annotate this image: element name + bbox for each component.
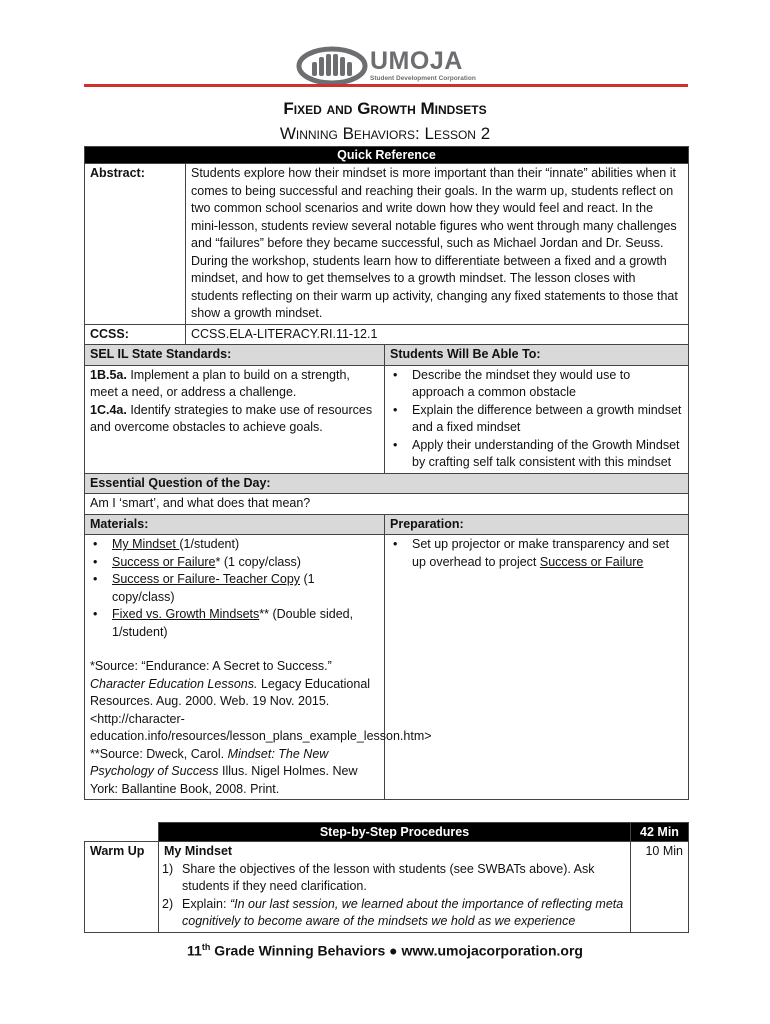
quick-reference-table: [84, 146, 689, 800]
materials-cell: [85, 535, 432, 800]
material-item: • Fixed vs. Growth Mindsets** (Double sided, 1/student): [90, 606, 379, 641]
procedures-table: [84, 822, 689, 933]
essential-question-text: Am I ‘smart’, and what does that mean?: [85, 494, 689, 515]
lesson-subtitle: Winning Behaviors: Lesson 2: [279, 124, 491, 143]
section-warm-up: Warm Up: [85, 842, 159, 933]
logo-tagline: Student Development Corporation: [370, 75, 476, 82]
ccss-value: CCSS.ELA-LITERACY.RI.11-12.1: [186, 324, 689, 345]
abstract-label: Abstract:: [85, 164, 186, 325]
procedure-step: 1) Share the objectives of the lesson with students (see SWBATs above). Ask students if they need clarification.: [162, 861, 595, 893]
procedures-total-time: 42 Min: [631, 823, 689, 842]
swbat-label: Students Will Be Able To:: [385, 345, 689, 366]
material-item: • Success or Failure- Teacher Copy (1 copy/class): [90, 571, 379, 606]
sel-standards-label: SEL IL State Standards:: [85, 345, 385, 366]
abstract-text: Students explore how their mindset is more important than their “innate” abilities when it comes to being successful and reaching their goals. In the warm up, students reflect on two common school scenarios and write down how they would feel and react. In the mini-lesson, students review several notable figures who went through many challenges and “failures” before they became successful, such as Michael Jordan and Dr. Seuss. During the workshop, students learn how to differentiate between a fixed and a growth mindset, and how to get themselves to a growth mindset. The lesson closes with students reflecting on their warm up activity, changing any fixed statements to those that show a growth mindset.: [186, 164, 689, 325]
umoja-logo: [296, 46, 486, 86]
preparation-label: Preparation:: [385, 514, 689, 535]
swbat-cell: [385, 365, 689, 473]
materials-label: Materials:: [85, 514, 385, 535]
procedures-header: Step-by-Step Procedures: [159, 823, 631, 842]
logo-brand: UMOJA: [370, 47, 463, 75]
sel-standard-item: 1C.4a. Identify strategies to make use of resources and overcome obstacles to achieve goals.: [90, 402, 373, 434]
preparation-cell: [385, 535, 689, 800]
header-divider: [84, 84, 688, 87]
umoja-hands-icon: [296, 46, 368, 86]
material-item: • Success or Failure* (1 copy/class): [90, 554, 379, 572]
material-item: • My Mindset (1/student): [90, 536, 379, 554]
preparation-item: • Set up projector or make transparency and set up overhead to project Success or Failure: [390, 536, 683, 571]
section-time: 10 Min: [631, 842, 689, 933]
page-footer: 11th Grade Winning Behaviors ● www.umojacorporation.org: [187, 942, 583, 959]
essential-question-label: Essential Question of the Day:: [85, 473, 689, 494]
preparation-link[interactable]: Success or Failure: [539, 554, 644, 569]
source-citation-2: **Source: Dweck, Carol. Mindset: The New Psychology of Success Illus. Nigel Holmes. New York: Ballantine Book, 2008. Print.: [90, 746, 358, 796]
material-link[interactable]: Fixed vs. Growth Mindsets: [112, 607, 260, 621]
swbat-item: • Apply their understanding of the Growth Mindset by crafting self talk consistent with this mindset: [390, 437, 683, 472]
swbat-item: • Describe the mindset they would use to approach a common obstacle: [390, 367, 683, 402]
source-citation-1: *Source: “Endurance: A Secret to Success.” Character Education Lessons. Legacy Educational Resources. Aug. 2000. Web. 19 Nov. 2015. <http://character-education.info/resources/lesson_plans_example_lesson.htm>: [90, 659, 432, 743]
warm-up-content: [159, 842, 631, 933]
activity-title: My Mindset: [164, 844, 233, 858]
lesson-title: Fixed and Growth Mindsets: [283, 99, 487, 118]
procedure-step: 2) Explain: “In our last session, we learned about the importance of reflecting meta cognitively to become aware of the mindsets we hold as we experience: [162, 896, 624, 928]
sel-standards-cell: [85, 365, 385, 473]
sel-standard-item: 1B.5a. Implement a plan to build on a strength, meet a need, or address a challenge.: [90, 367, 350, 399]
quick-reference-header: Quick Reference: [85, 147, 689, 164]
material-link[interactable]: Success or Failure: [112, 554, 216, 569]
material-link[interactable]: Success or Failure- Teacher Copy: [112, 572, 301, 586]
ccss-label: CCSS:: [85, 324, 186, 345]
material-link[interactable]: My Mindset: [112, 537, 180, 551]
swbat-item: • Explain the difference between a growth mindset and a fixed mindset: [390, 402, 683, 437]
